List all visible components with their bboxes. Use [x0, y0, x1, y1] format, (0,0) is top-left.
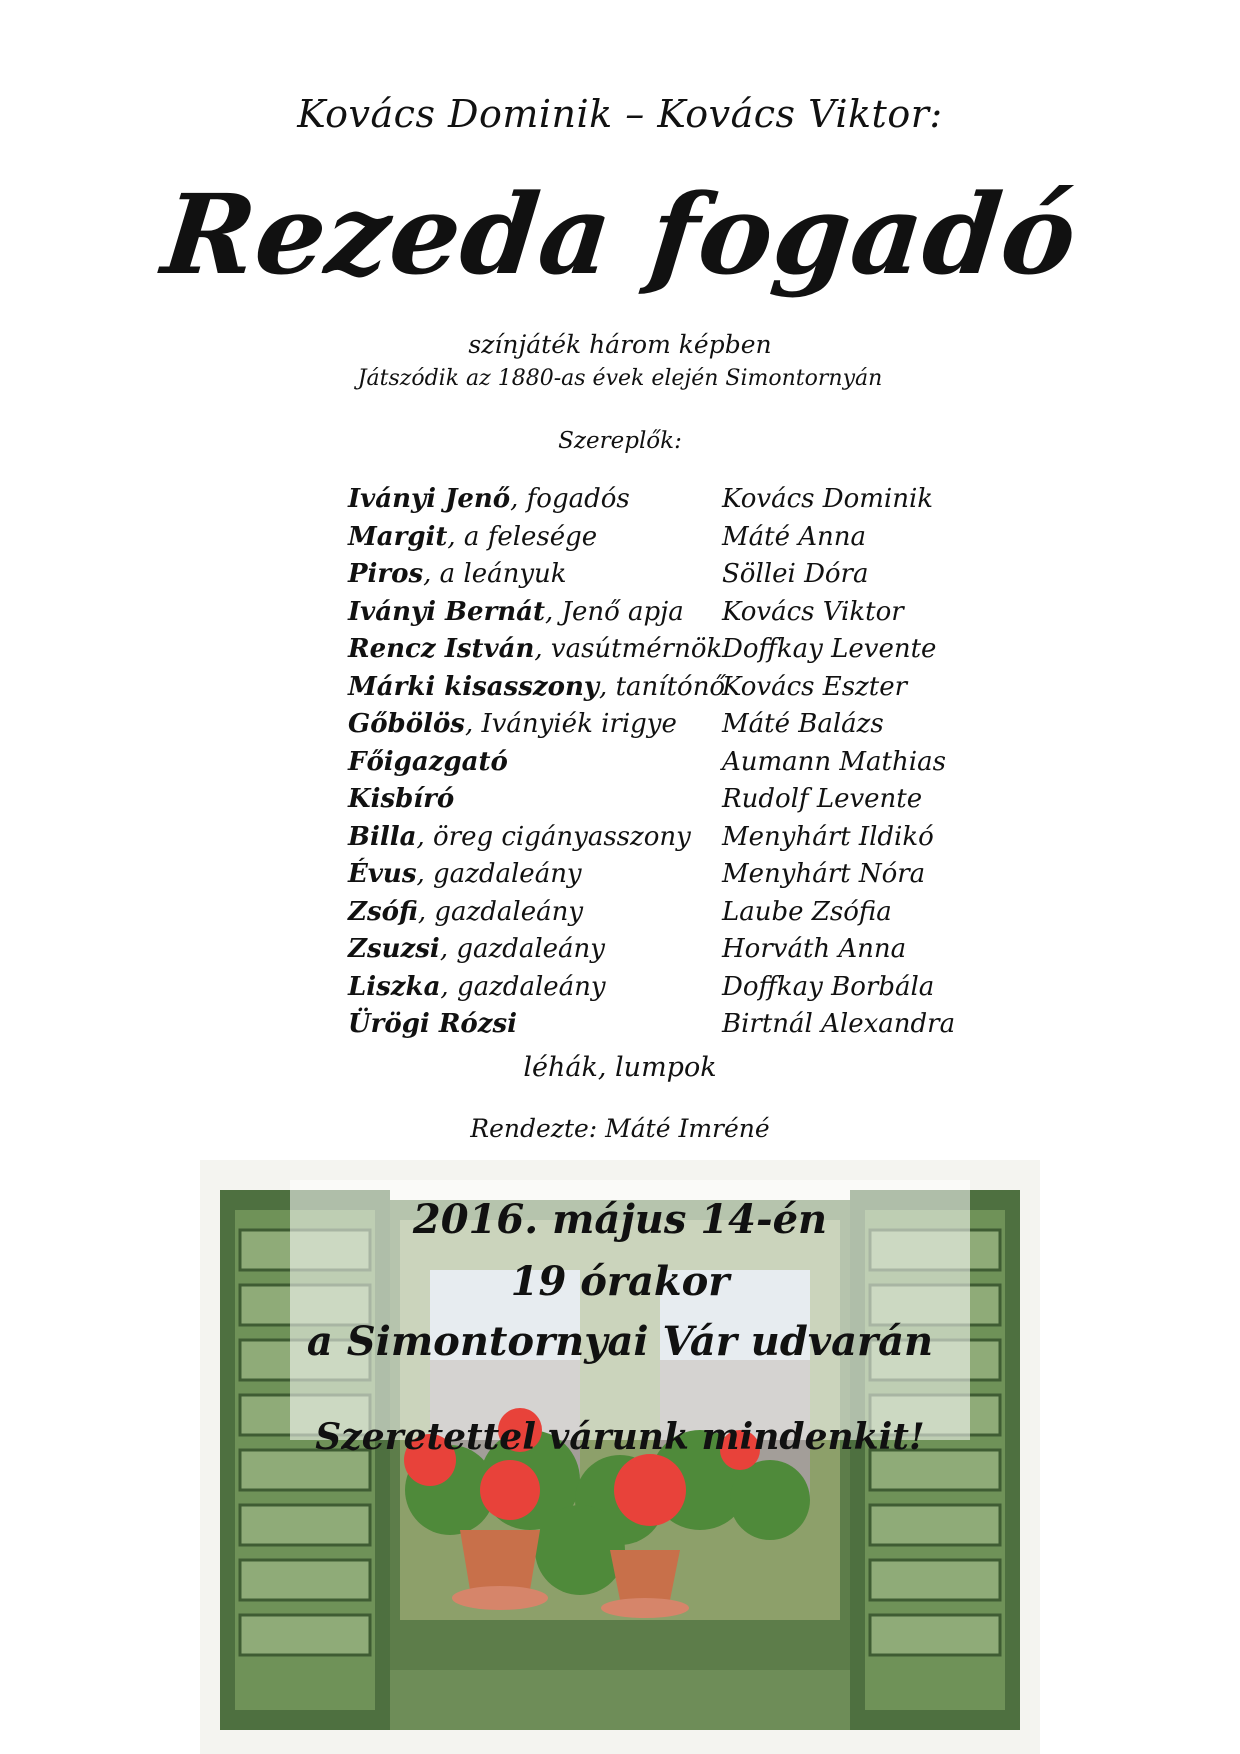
- role: [348, 484, 630, 514]
- role: [348, 559, 567, 589]
- role-desc: , a felesége: [447, 521, 598, 552]
- play-title: Rezeda fogadó: [156, 170, 1084, 299]
- role: [348, 784, 454, 814]
- role-desc: , gazdaleány: [417, 896, 584, 927]
- role: [348, 522, 597, 552]
- role-desc: , Iványiék irigye: [464, 709, 677, 739]
- actor-name: Söllei Dóra: [722, 559, 869, 589]
- cast-list: [348, 484, 968, 1047]
- role-name: Zsófi: [348, 896, 418, 927]
- actor-name: Máté Anna: [722, 521, 866, 552]
- cast-row: [348, 822, 968, 860]
- director-line: Rendezte: Máté Imréné: [470, 1114, 770, 1143]
- role-desc: , gazdaleány: [416, 859, 582, 889]
- role: [348, 934, 605, 964]
- event-time: 19 órakor: [510, 1258, 730, 1305]
- cast-row: [348, 784, 968, 822]
- authors: Kovács Dominik – Kovács Viktor:: [297, 92, 943, 136]
- role-name: Főigazgató: [348, 746, 508, 777]
- role: [348, 972, 606, 1002]
- cast-row: [348, 934, 968, 972]
- cast-row: [348, 522, 968, 560]
- actor-name: Kovács Eszter: [722, 671, 908, 702]
- cast-row: [348, 972, 968, 1010]
- cast-label: Szereplők:: [558, 428, 682, 454]
- role-name: Rencz István: [348, 634, 535, 664]
- role: [348, 709, 677, 739]
- role-desc: , öreg cigányasszony: [416, 821, 691, 852]
- role: [348, 597, 684, 627]
- actor-name: Doffkay Levente: [722, 634, 937, 664]
- role-name: Piros: [348, 559, 424, 589]
- actor-name: Doffkay Borbála: [722, 971, 935, 1002]
- cast-row: [348, 859, 968, 897]
- role-name: Billa: [348, 821, 417, 852]
- actor-name: Menyhárt Ildikó: [722, 821, 934, 852]
- cast-row: [348, 897, 968, 935]
- role: [348, 897, 583, 927]
- subtitle: színjáték három képben: [468, 330, 772, 359]
- actor-name: Laube Zsófia: [722, 896, 892, 927]
- actor-name: Menyhárt Nóra: [722, 859, 926, 889]
- role-desc: , vasútmérnök: [534, 634, 723, 664]
- role: [348, 1009, 517, 1039]
- role-desc: , gazdaleány: [440, 971, 606, 1002]
- cast-row: [348, 634, 968, 672]
- role-name: Kisbíró: [348, 784, 455, 814]
- cast-row: [348, 709, 968, 747]
- role-desc: , gazdaleány: [439, 934, 605, 964]
- actor-name: Kovács Dominik: [722, 484, 934, 514]
- event-date: 2016. május 14-én: [412, 1196, 828, 1243]
- event-invite: Szeretettel várunk mindenkit!: [315, 1416, 925, 1458]
- actor-name: Horváth Anna: [722, 934, 907, 964]
- actor-name: Máté Balázs: [722, 709, 884, 739]
- role: [348, 747, 508, 777]
- actor-name: Aumann Mathias: [722, 746, 946, 777]
- cast-row: [348, 747, 968, 785]
- event-place: a Simontornyai Vár udvarán: [306, 1318, 934, 1365]
- role-name: Iványi Bernát: [348, 596, 546, 627]
- cast-row: [348, 484, 968, 522]
- role: [348, 634, 722, 664]
- cast-row: [348, 672, 968, 710]
- cast-row: [348, 597, 968, 635]
- role-name: Gőbölös: [348, 709, 465, 739]
- actor-name: Rudolf Levente: [722, 784, 923, 814]
- setting-note: Játszódik az 1880-as évek elején Simontornyán: [357, 366, 883, 391]
- role: [348, 822, 691, 852]
- cast-row: [348, 1009, 968, 1047]
- extras-line: léhák, lumpok: [523, 1052, 717, 1083]
- role-desc: , a leányuk: [423, 559, 567, 589]
- role-name: Iványi Jenő: [348, 484, 511, 514]
- role-name: Margit: [348, 521, 448, 552]
- role-name: Zsuzsi: [348, 934, 440, 964]
- role: [348, 672, 725, 702]
- role-name: Ürögi Rózsi: [348, 1009, 518, 1039]
- role-name: Liszka: [348, 971, 441, 1002]
- role-desc: , Jenő apja: [545, 596, 684, 627]
- actor-name: Kovács Viktor: [722, 596, 904, 627]
- role-name: Márki kisasszony: [348, 671, 600, 702]
- cast-row: [348, 559, 968, 597]
- role: [348, 859, 582, 889]
- actor-name: Birtnál Alexandra: [722, 1009, 956, 1039]
- role-name: Évus: [348, 859, 417, 889]
- role-desc: , fogadós: [510, 484, 630, 514]
- role-desc: , tanítónő: [599, 671, 726, 702]
